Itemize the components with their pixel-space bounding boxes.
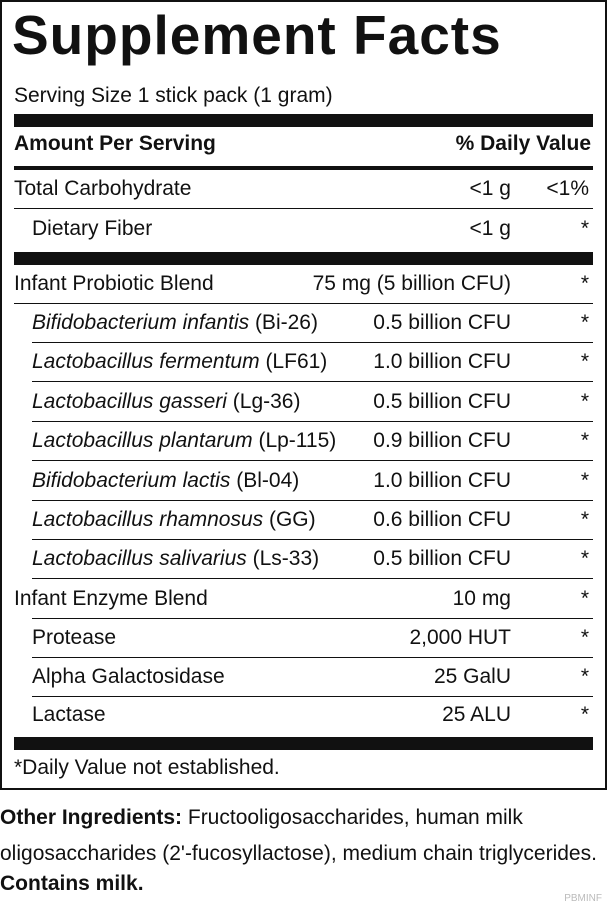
medium-divider <box>14 166 593 170</box>
daily-value-label: % Daily Value <box>455 132 591 155</box>
enzyme-dv: * <box>580 664 589 688</box>
strain-name <box>32 390 300 414</box>
strain-code: (Ls-33) <box>246 547 320 571</box>
nutrient-amount: <1 g <box>469 177 511 200</box>
strain-name <box>32 547 319 571</box>
row-divider <box>32 460 593 461</box>
strain-code: (Bi-26) <box>249 311 318 334</box>
strain-dv: * <box>580 547 589 571</box>
strain-code: (Lp-115) <box>252 429 337 453</box>
other-ingredients <box>0 800 600 872</box>
strain-row <box>14 541 593 579</box>
enzyme-name: Alpha Galactosidase <box>32 664 225 688</box>
row-divider <box>32 381 593 382</box>
row-divider <box>14 208 593 209</box>
enzyme-name: Lactase <box>32 703 106 726</box>
strain-name <box>32 508 316 532</box>
footnote: *Daily Value not established. <box>14 756 280 779</box>
strain-species: Lactobacillus salivarius <box>32 547 247 571</box>
blend-amount: 75 mg (5 billion CFU) <box>312 272 511 295</box>
enzyme-dv: * <box>580 703 589 726</box>
row-divider <box>14 303 593 304</box>
enzyme-row <box>14 697 593 735</box>
strain-dv: * <box>580 429 589 453</box>
strain-dv: * <box>580 311 589 334</box>
strain-row <box>14 463 593 501</box>
nutrient-row <box>14 211 593 249</box>
row-divider <box>32 500 593 501</box>
strain-dv: * <box>580 389 589 413</box>
strain-dv: * <box>580 468 589 492</box>
strain-name <box>32 311 318 335</box>
nutrient-name: Total Carbohydrate <box>14 177 192 200</box>
strain-amount: 1.0 billion CFU <box>373 468 511 492</box>
blend-row <box>14 581 593 619</box>
blend-amount: 10 mg <box>452 587 511 610</box>
strain-dv: * <box>580 350 589 374</box>
blend-dv: * <box>580 272 589 295</box>
strain-row <box>14 502 593 540</box>
strain-amount: 0.5 billion CFU <box>373 311 511 334</box>
thick-divider <box>14 252 593 265</box>
strain-code: (Lg-36) <box>226 389 301 413</box>
strain-amount: 0.5 billion CFU <box>373 547 511 571</box>
strain-code: (LF61) <box>259 350 328 374</box>
row-divider <box>32 578 593 579</box>
enzyme-amount: 25 ALU <box>442 703 511 726</box>
row-divider <box>32 421 593 422</box>
strain-amount: 1.0 billion CFU <box>373 350 511 374</box>
strain-code: (GG) <box>263 508 316 531</box>
strain-species: Lactobacillus gasseri <box>32 389 227 413</box>
column-header <box>14 130 593 164</box>
amount-per-serving-label: Amount Per Serving <box>14 132 216 155</box>
serving-size: Serving Size 1 stick pack (1 gram) <box>14 84 333 107</box>
strain-row <box>14 305 593 343</box>
other-ingredients-text: Fructooligosaccharides, human milk oligosaccharides (2'-fucosyllactose), medium chain triglycerides. <box>0 806 597 865</box>
row-divider <box>32 618 593 619</box>
enzyme-row <box>14 659 593 697</box>
strain-row <box>14 423 593 461</box>
row-divider <box>32 342 593 343</box>
nutrient-row <box>14 171 593 209</box>
strain-code: (Bl-04) <box>230 468 300 492</box>
strain-species: Lactobacillus plantarum <box>32 429 253 453</box>
nutrient-amount: <1 g <box>469 217 511 240</box>
thick-divider <box>14 114 593 127</box>
nutrient-dv: <1% <box>546 177 589 200</box>
other-ingredients-label: Other Ingredients: <box>0 806 183 829</box>
enzyme-name: Protease <box>32 626 117 649</box>
thick-divider <box>14 737 593 750</box>
enzyme-row <box>14 620 593 658</box>
nutrient-name: Dietary Fiber <box>32 217 153 240</box>
strain-name <box>32 469 299 493</box>
strain-amount: 0.9 billion CFU <box>373 429 511 453</box>
strain-dv: * <box>580 508 589 531</box>
strain-row <box>14 344 593 382</box>
row-divider <box>32 539 593 540</box>
enzyme-amount: 2,000 HUT <box>409 626 511 649</box>
strain-species: Bifidobacterium infantis <box>32 311 250 334</box>
blend-name: Infant Probiotic Blend <box>14 272 214 295</box>
enzyme-dv: * <box>580 626 589 649</box>
strain-row <box>14 384 593 422</box>
strain-species: Bifidobacterium lactis <box>32 468 231 492</box>
product-code: PBMINF <box>564 893 602 904</box>
nutrient-dv: * <box>580 217 589 240</box>
strain-amount: 0.5 billion CFU <box>373 389 511 413</box>
blend-dv: * <box>580 587 589 610</box>
strain-species: Lactobacillus rhamnosus <box>32 508 264 531</box>
allergen-statement: Contains milk. <box>0 872 144 895</box>
blend-name: Infant Enzyme Blend <box>14 587 208 610</box>
blend-row <box>14 266 593 304</box>
panel-title: Supplement Facts <box>12 4 502 66</box>
strain-name <box>32 429 336 453</box>
strain-amount: 0.6 billion CFU <box>373 508 511 531</box>
strain-name <box>32 350 327 374</box>
enzyme-amount: 25 GalU <box>433 664 511 688</box>
strain-species: Lactobacillus fermentum <box>32 350 260 374</box>
